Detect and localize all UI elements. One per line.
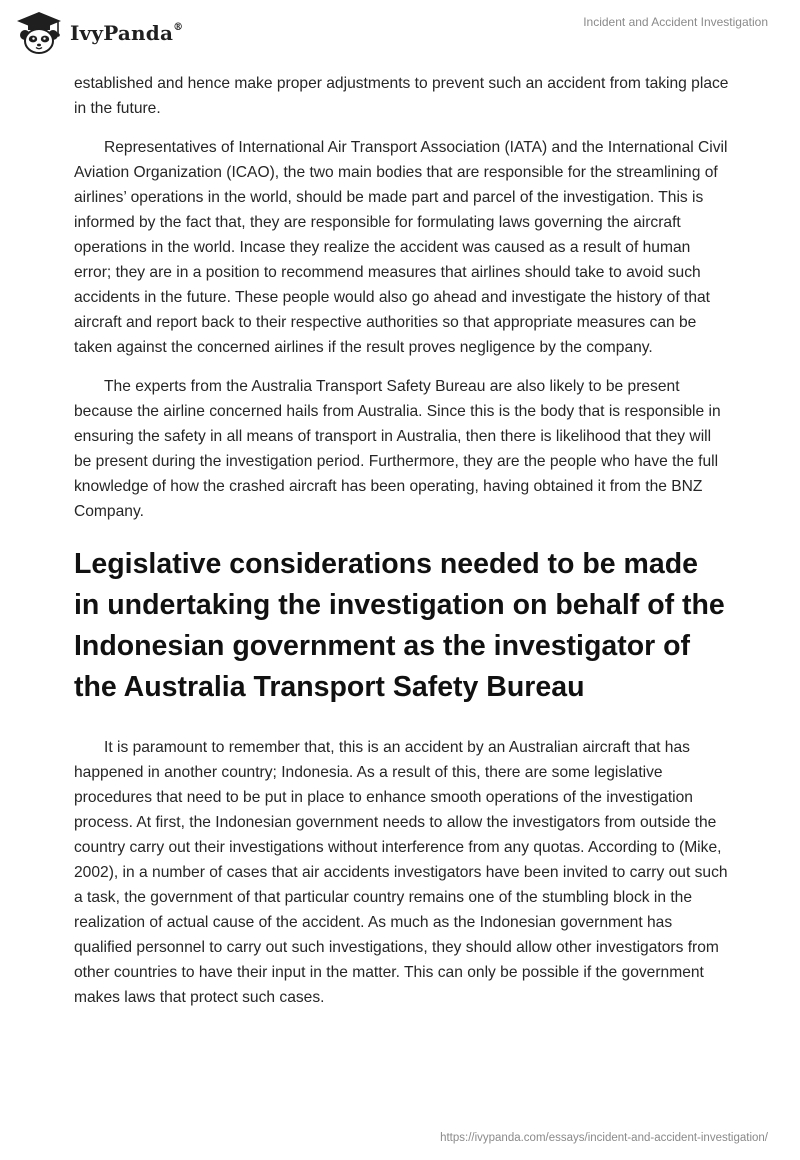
page-header <box>0 0 800 70</box>
paragraph-continuation: established and hence make proper adjustments to prevent such an accident from taking place in the future. <box>74 75 729 117</box>
paragraph-iata-icao: Representatives of International Air Transport Association (IATA) and the International Civil Aviation Organization (ICAO), the two main bodies that are responsible for the streamlining of airlines’ operations in the world, should be made part and parcel of the investigation. This is informed by the fact that, they are responsible for formulating laws governing the aircraft operations in the world. Incase they realize the accident was caused as a result of human error; they are in a position to recommend measures that airlines should take to avoid such accidents in the future. These people would also go ahead and investigate the history of that aircraft and report back to their respective authorities so that appropriate measures can be taken against the concerned airlines if the result proves negligence by the company. <box>74 139 728 356</box>
section-heading: Legislative considerations needed to be made in undertaking the investigation on behalf of the Indonesian government as the investigator of the Australia Transport Safety Bureau <box>74 548 725 703</box>
brand-logo[interactable] <box>14 10 183 56</box>
panda-logo-icon <box>14 10 64 56</box>
paragraph-atsb-experts: The experts from the Australia Transport Safety Bureau are also likely to be present because the airline concerned hails from Australia. Since this is the body that is responsible in ensuring the safety in all means of transport in Australia, then there is likelihood that they will be present during the investigation period. Furthermore, they are the people who have the full knowledge of how the crashed aircraft has been operating, having obtained it from the BNZ Company. <box>74 378 721 520</box>
brand-name: IvyPanda® <box>70 21 184 45</box>
article-body <box>74 71 730 1010</box>
paragraph-legislative: It is paramount to remember that, this is an accident by an Australian aircraft that has happened in another country; Indonesia. As a result of this, there are some legislative procedures that need to be put in place to enhance smooth operations of the investigation process. At first, the Indonesian government needs to allow the investigators from outside the country carry out their investigations without interference from any quotas. According to (Mike, 2002), in a number of cases that air accidents investigators have been invited to carry out such a task, the government of that particular country remains one of the stumbling block in the realization of actual cause of the accident. As much as the Indonesian government has qualified personnel to carry out such investigations, they should allow other investigators from other countries to have their input in the matter. This can only be possible if the government makes laws that protect such cases. <box>74 739 728 1006</box>
document-title: Incident and Accident Investigation <box>583 15 768 29</box>
source-url[interactable]: https://ivypanda.com/essays/incident-and-accident-investigation/ <box>440 1132 768 1144</box>
